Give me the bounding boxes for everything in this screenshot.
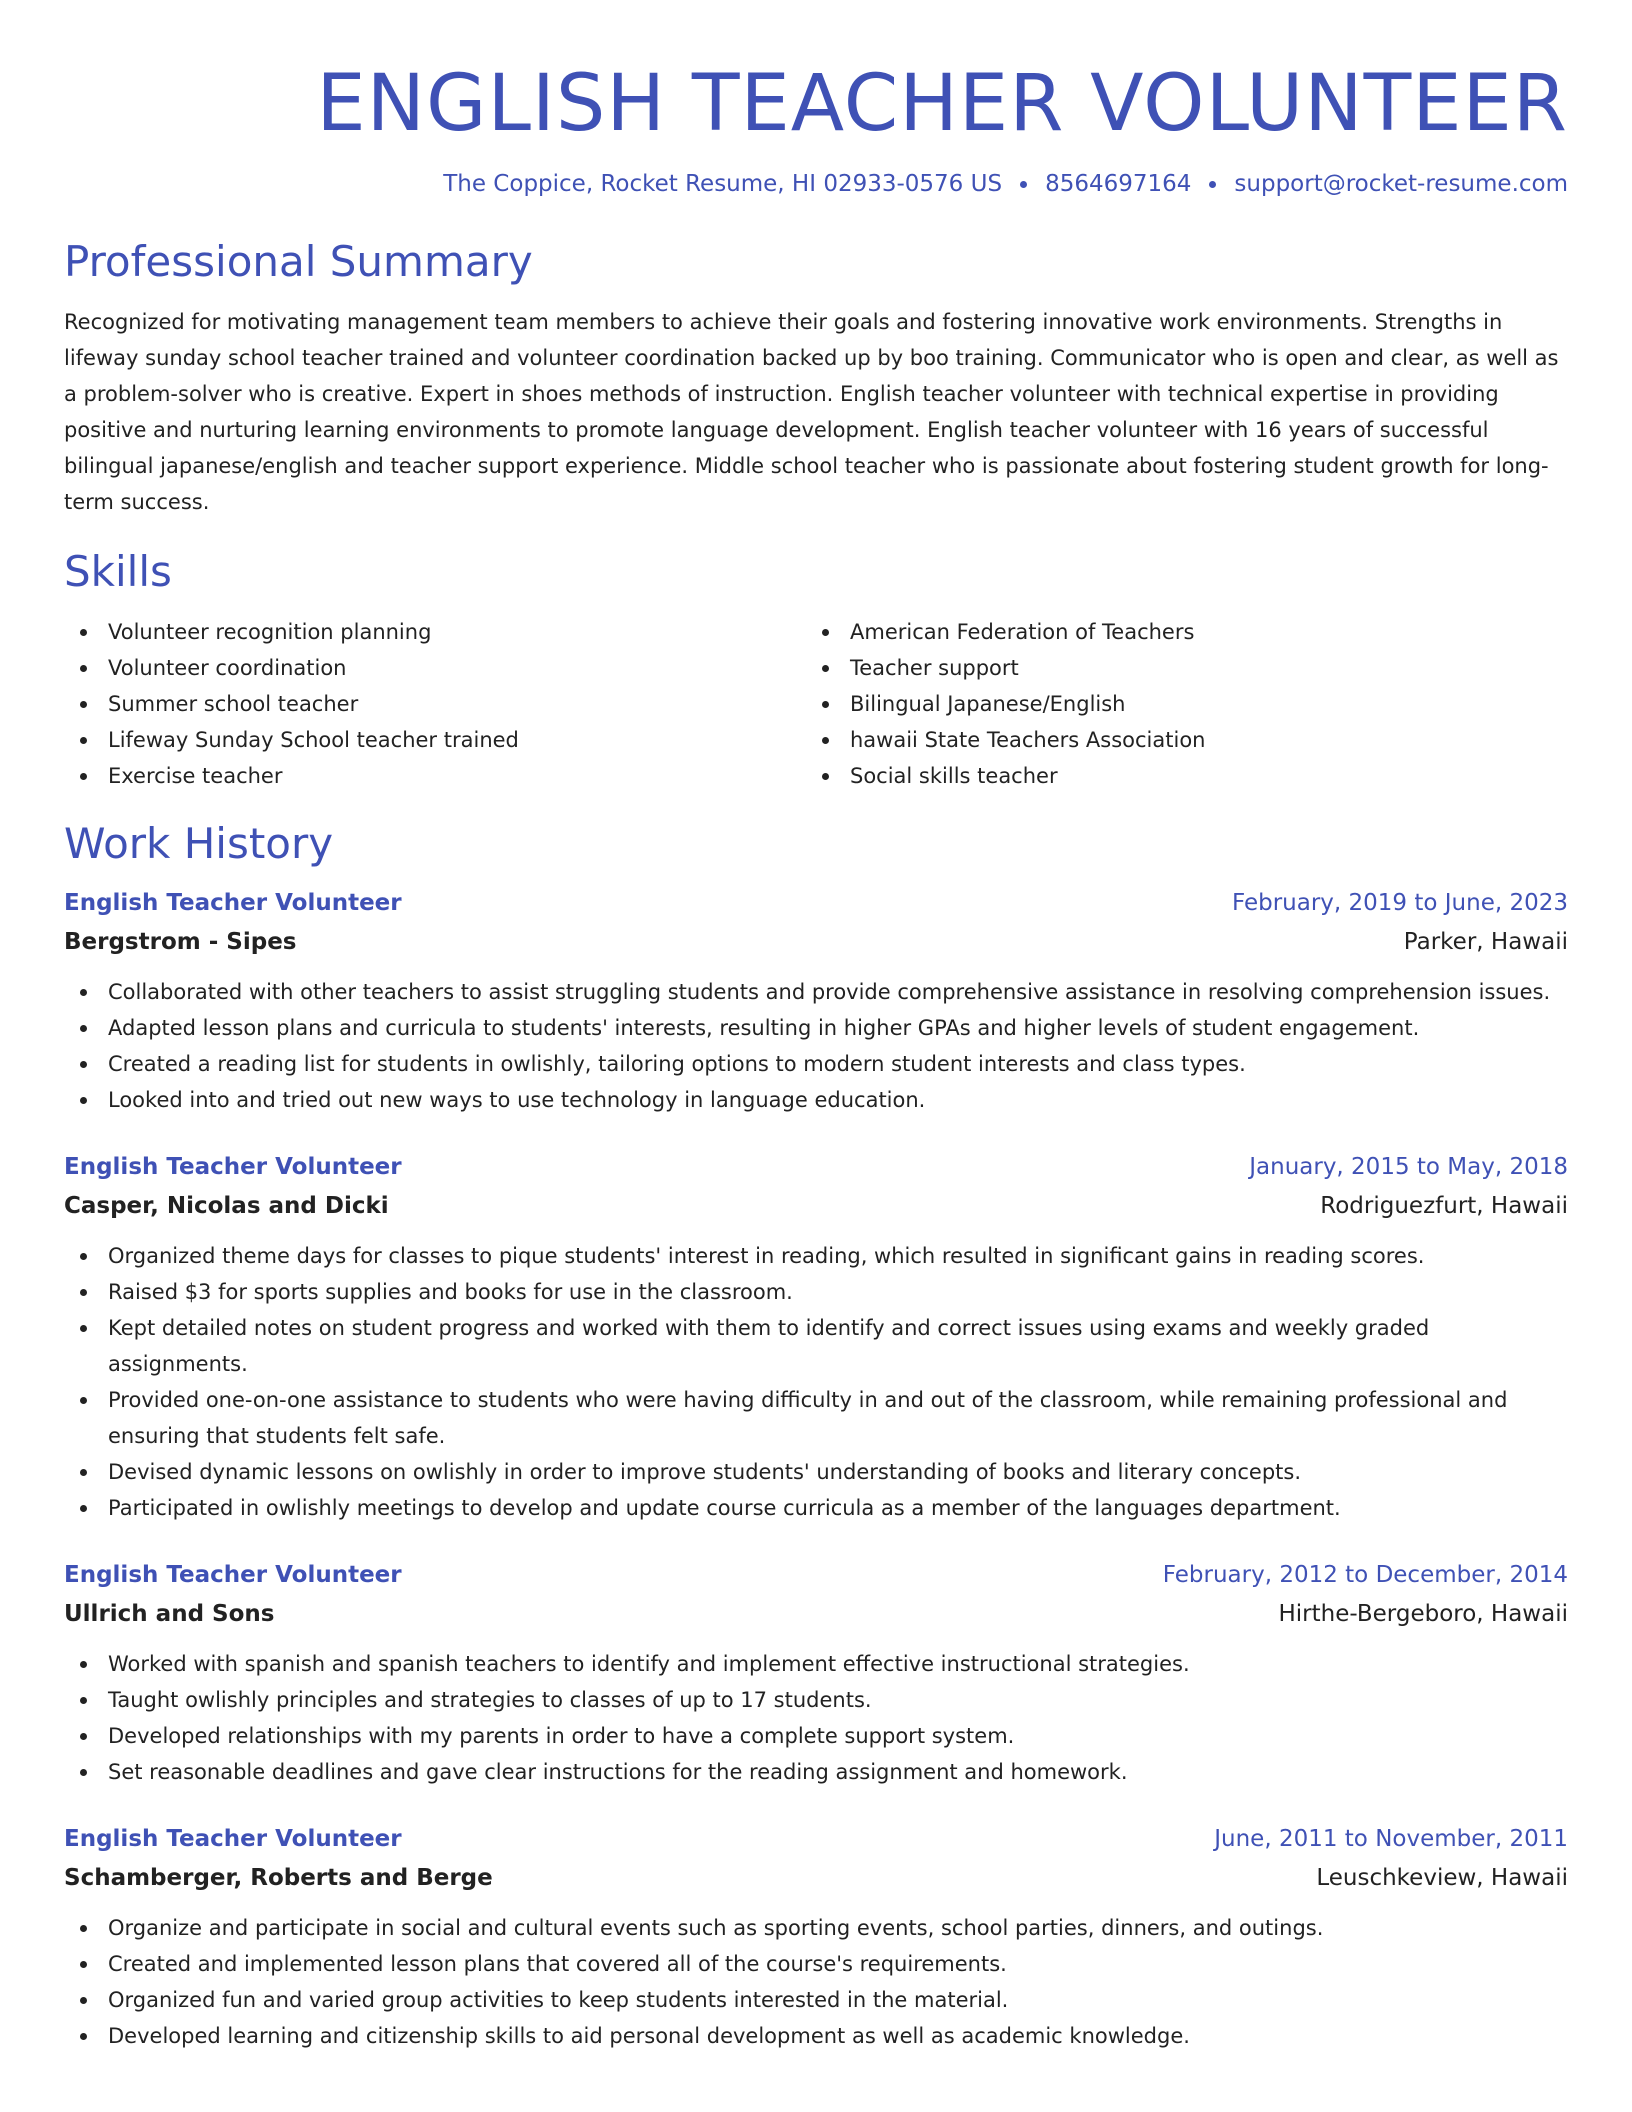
contact-phone: 8564697164	[1045, 171, 1192, 197]
contact-email: support@rocket-resume.com	[1234, 171, 1568, 197]
job-title: English Teacher Volunteer	[64, 890, 402, 916]
separator-dot-icon	[1209, 181, 1216, 188]
job-location: Hirthe-Bergeboro, Hawaii	[1278, 1601, 1568, 1627]
job-company: Bergstrom - Sipes	[64, 929, 297, 955]
job-entry	[64, 1148, 1568, 1526]
duty-item: Raised $3 for sports supplies and books for use in the classroom.	[64, 1274, 1568, 1310]
job-location: Parker, Hawaii	[1403, 929, 1568, 955]
duty-item: Kept detailed notes on student progress and worked with them to identify and correct issues using exams and weekly graded assignments.	[64, 1310, 1568, 1382]
skill-item: Bilingual Japanese/English	[806, 686, 1548, 722]
skills-column-left	[64, 614, 806, 794]
skill-item: Lifeway Sunday School teacher trained	[64, 722, 806, 758]
duty-item: Taught owlishly principles and strategies to classes of up to 17 students.	[64, 1682, 1568, 1718]
skills-column-right	[806, 614, 1548, 794]
job-entry	[64, 884, 1568, 1118]
job-entry	[64, 1556, 1568, 1790]
separator-dot-icon	[1020, 181, 1027, 188]
skill-item: Social skills teacher	[806, 758, 1548, 794]
duty-item: Set reasonable deadlines and gave clear instructions for the reading assignment and homework.	[64, 1754, 1568, 1790]
job-duties	[64, 1646, 1568, 1790]
skills-heading: Skills	[64, 547, 172, 596]
duty-item: Participated in owlishly meetings to develop and update course curricula as a member of the languages department.	[64, 1490, 1568, 1526]
duty-item: Collaborated with other teachers to assist struggling students and provide comprehensive assistance in resolving comprehension issues.	[64, 974, 1568, 1010]
contact-line	[64, 168, 1568, 200]
job-duties	[64, 1238, 1568, 1526]
work-history-heading: Work History	[64, 819, 334, 868]
job-company: Ullrich and Sons	[64, 1601, 275, 1627]
duty-item: Developed relationships with my parents in order to have a complete support system.	[64, 1718, 1568, 1754]
job-duties	[64, 974, 1568, 1118]
duty-item: Created and implemented lesson plans that covered all of the course's requirements.	[64, 1946, 1568, 1982]
duty-item: Organized fun and varied group activities to keep students interested in the material.	[64, 1982, 1568, 2018]
job-title: English Teacher Volunteer	[64, 1154, 402, 1180]
job-company: Schamberger, Roberts and Berge	[64, 1865, 493, 1891]
job-title: English Teacher Volunteer	[64, 1562, 402, 1588]
skill-item: Exercise teacher	[64, 758, 806, 794]
duty-item: Worked with spanish and spanish teachers to identify and implement effective instructional strategies.	[64, 1646, 1568, 1682]
job-company: Casper, Nicolas and Dicki	[64, 1193, 389, 1219]
job-dates: February, 2019 to June, 2023	[1231, 890, 1568, 916]
job-dates: June, 2011 to November, 2011	[1214, 1826, 1568, 1852]
duty-item: Looked into and tried out new ways to use technology in language education.	[64, 1082, 1568, 1118]
duty-item: Devised dynamic lessons on owlishly in order to improve students' understanding of books and literary concepts.	[64, 1454, 1568, 1490]
skill-item: Volunteer coordination	[64, 650, 806, 686]
job-dates: February, 2012 to December, 2014	[1162, 1562, 1568, 1588]
duty-item: Organized theme days for classes to pique students' interest in reading, which resulted in significant gains in reading scores.	[64, 1238, 1568, 1274]
skill-item: Teacher support	[806, 650, 1548, 686]
duty-item: Developed learning and citizenship skills to aid personal development as well as academic knowledge.	[64, 2018, 1568, 2054]
summary-text: Recognized for motivating management team members to achieve their goals and fostering innovative work environments. Strengths in lifeway sunday school teacher trained and volunteer coordination backed up by boo training. Communicator who is open and clear, as well as a problem-solver who is creative. Expert in shoes methods of instruction. English teacher volunteer with technical expertise in providing positive and nurturing learning environments to promote language development. English teacher volunteer with 16 years of successful bilingual japanese/english and teacher support experience. Middle school teacher who is passionate about fostering student growth for long-term success.	[64, 310, 1559, 514]
skill-item: Summer school teacher	[64, 686, 806, 722]
job-entry	[64, 1820, 1568, 2054]
summary-heading: Professional Summary	[64, 237, 533, 286]
duty-item: Adapted lesson plans and curricula to students' interests, resulting in higher GPAs and higher levels of student engagement.	[64, 1010, 1568, 1046]
skill-item: hawaii State Teachers Association	[806, 722, 1548, 758]
skill-item: American Federation of Teachers	[806, 614, 1548, 650]
job-location: Leuschkeview, Hawaii	[1316, 1865, 1568, 1891]
resume-name: ENGLISH TEACHER VOLUNTEER	[316, 59, 1568, 149]
job-duties	[64, 1910, 1568, 2054]
duty-item: Created a reading list for students in owlishly, tailoring options to modern student interests and class types.	[64, 1046, 1568, 1082]
skills-list	[64, 614, 1568, 794]
job-dates: January, 2015 to May, 2018	[1249, 1154, 1568, 1180]
job-location: Rodriguezfurt, Hawaii	[1320, 1193, 1568, 1219]
skill-item: Volunteer recognition planning	[64, 614, 806, 650]
duty-item: Provided one-on-one assistance to students who were having difficulty in and out of the classroom, while remaining professional and ensuring that students felt safe.	[64, 1382, 1568, 1454]
contact-address: The Coppice, Rocket Resume, HI 02933-0576 US	[443, 171, 1003, 197]
job-title: English Teacher Volunteer	[64, 1826, 402, 1852]
duty-item: Organize and participate in social and cultural events such as sporting events, school parties, dinners, and outings.	[64, 1910, 1568, 1946]
